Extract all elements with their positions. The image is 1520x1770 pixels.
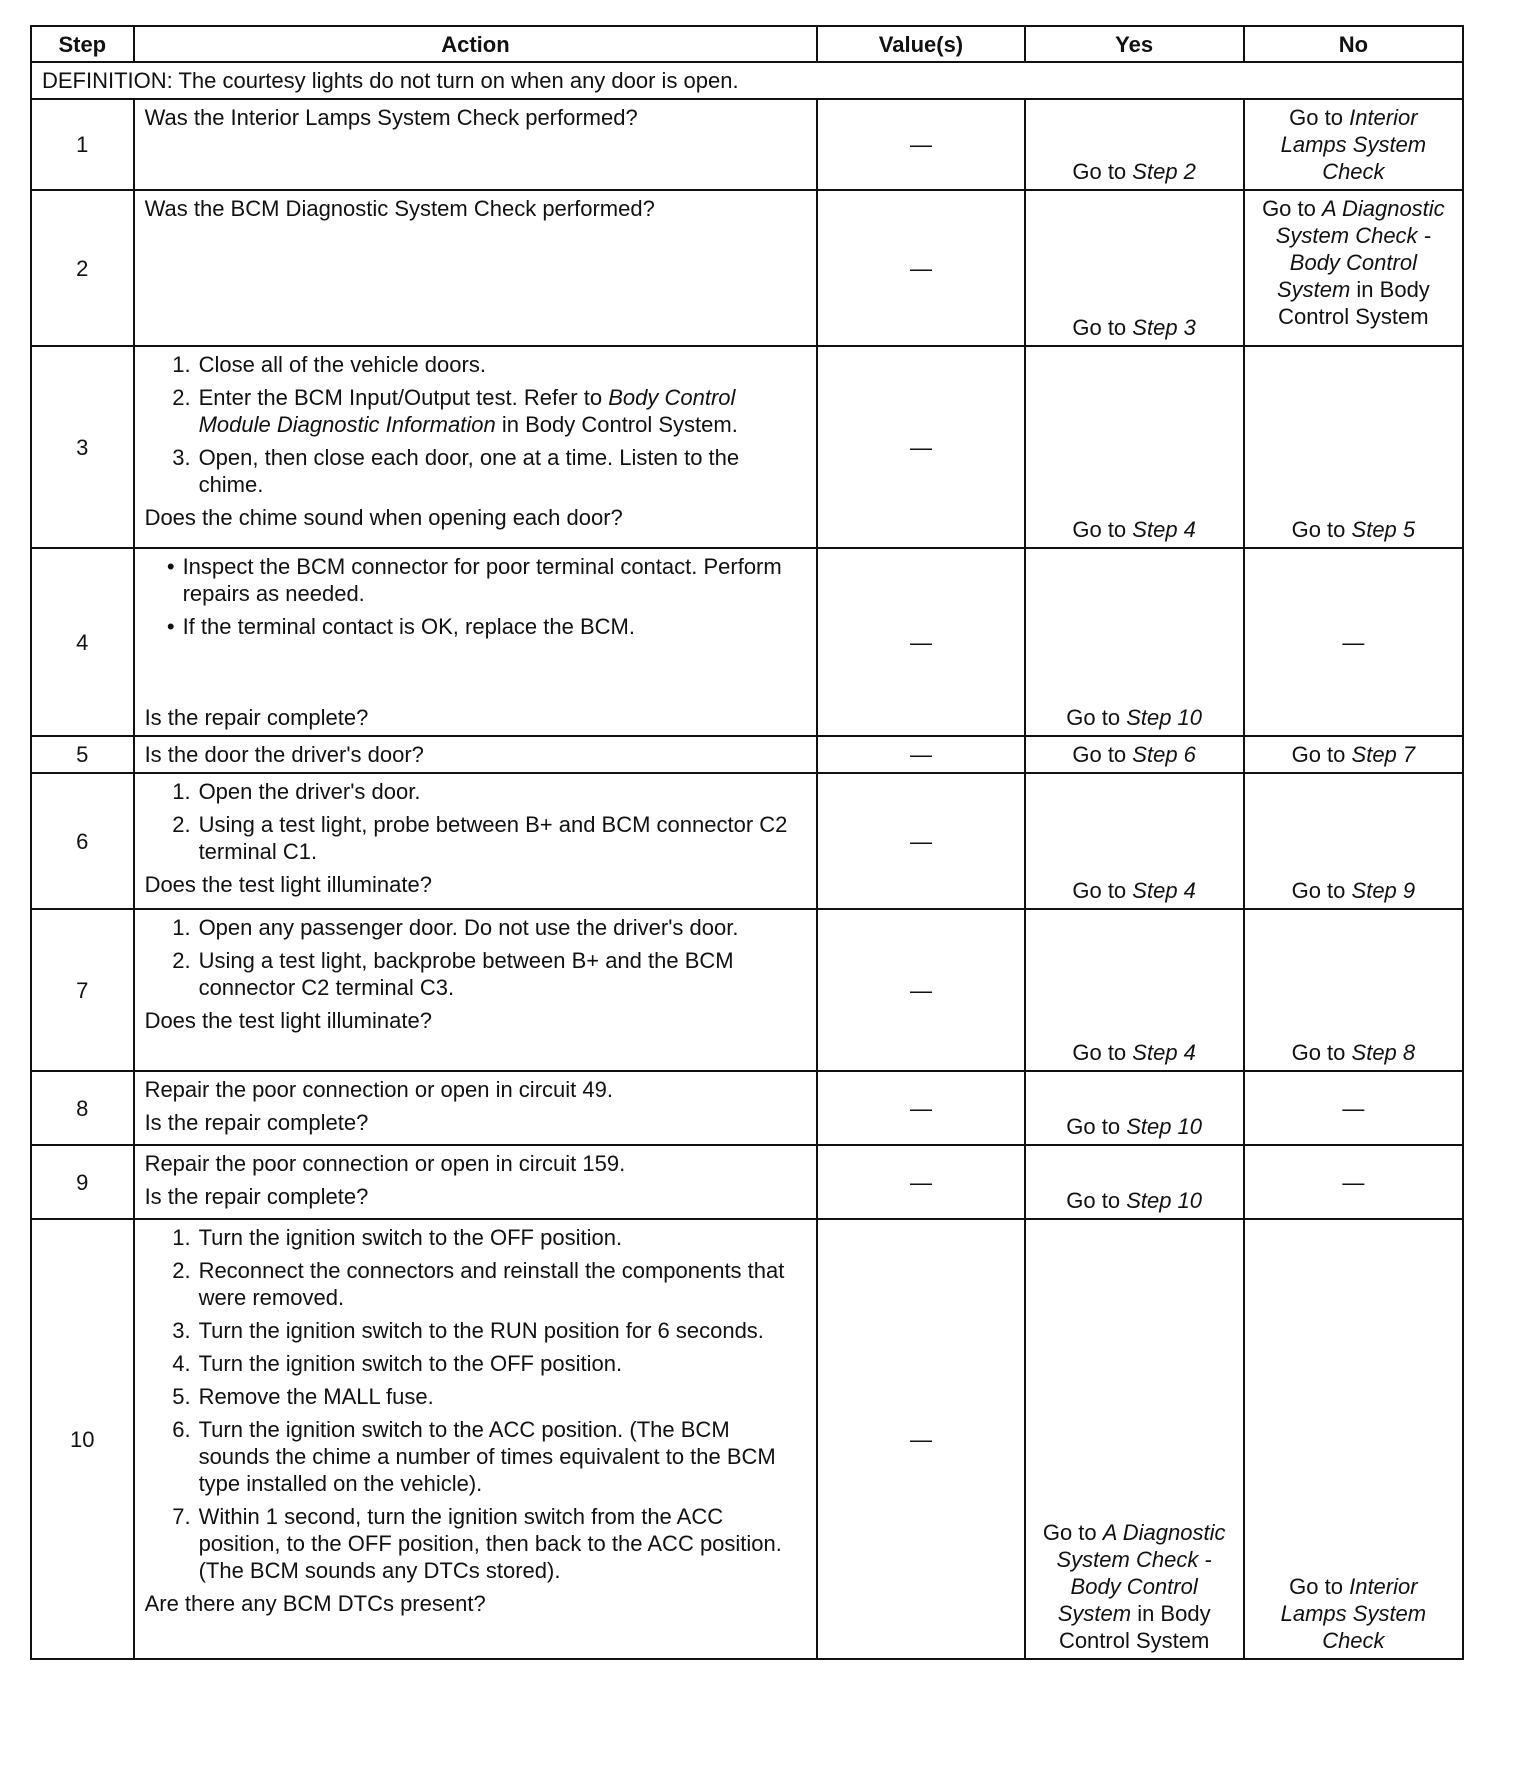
list-item: 1. Close all of the vehicle doors. <box>172 352 486 377</box>
step-number: 8 <box>31 1071 134 1145</box>
goto-label: Go to <box>1289 105 1343 130</box>
header-yes: Yes <box>1025 26 1244 62</box>
yes-target: Step 4 <box>1132 517 1196 542</box>
yes-cell <box>1025 99 1244 190</box>
value-cell: — <box>817 1145 1024 1219</box>
diagnostic-table-page <box>30 25 1464 1660</box>
table-row <box>31 346 1463 548</box>
goto-label: Go to <box>1291 742 1346 767</box>
step-number: 5 <box>31 736 134 773</box>
no-cell <box>1244 1219 1463 1659</box>
yes-target: Step 6 <box>1132 742 1196 767</box>
action-question: Does the test light illuminate? <box>144 1008 432 1033</box>
list-item: 3. Turn the ignition switch to the RUN position for 6 seconds. <box>172 1318 764 1343</box>
no-cell <box>1244 736 1463 773</box>
value-cell: — <box>817 190 1024 346</box>
no-target: Step 8 <box>1351 1040 1416 1065</box>
reference-link: Body Control Module Diagnostic Information <box>198 385 736 437</box>
no-cell: — <box>1244 548 1463 736</box>
goto-label: Go to <box>1072 1040 1127 1065</box>
list-item: • If the terminal contact is OK, replace the BCM. <box>166 614 635 639</box>
step-number: 3 <box>31 346 134 548</box>
goto-label: Go to <box>1072 878 1127 903</box>
header-no: No <box>1244 26 1463 62</box>
value-cell: — <box>817 548 1024 736</box>
no-cell <box>1244 773 1463 909</box>
action-cell <box>134 548 818 736</box>
value-cell: — <box>817 346 1024 548</box>
step-number: 2 <box>31 190 134 346</box>
header-step: Step <box>31 26 134 62</box>
action-steps <box>145 914 807 1001</box>
header-values: Value(s) <box>817 26 1024 62</box>
goto-label: Go to <box>1072 517 1127 542</box>
yes-target: Step 10 <box>1126 1188 1203 1213</box>
list-item: 5. Remove the MALL fuse. <box>172 1384 434 1409</box>
no-cell <box>1244 99 1463 190</box>
step-number: 1 <box>31 99 134 190</box>
no-target: Step 9 <box>1351 878 1416 903</box>
no-cell: — <box>1244 1071 1463 1145</box>
list-item: • Inspect the BCM connector for poor terminal contact. Perform repairs as needed. <box>166 554 782 606</box>
step-number: 4 <box>31 548 134 736</box>
goto-label: Go to <box>1066 1114 1121 1139</box>
table-row <box>31 99 1463 190</box>
step-number: 7 <box>31 909 134 1071</box>
action-question: Was the BCM Diagnostic System Check performed? <box>144 196 655 221</box>
action-steps <box>145 778 807 865</box>
yes-cell <box>1025 1219 1244 1659</box>
goto-label: Go to <box>1289 1574 1343 1599</box>
table-row <box>31 190 1463 346</box>
table-row <box>31 548 1463 736</box>
table-row <box>31 1145 1463 1219</box>
goto-label: Go to <box>1042 1520 1097 1545</box>
header-row <box>31 26 1463 62</box>
action-question: Is the repair complete? <box>144 1110 369 1135</box>
no-cell: — <box>1244 1145 1463 1219</box>
value-cell: — <box>817 909 1024 1071</box>
yes-target: Step 4 <box>1132 878 1196 903</box>
no-target: Step 5 <box>1351 517 1416 542</box>
action-steps <box>145 351 807 498</box>
yes-cell <box>1025 909 1244 1071</box>
value-cell: — <box>817 736 1024 773</box>
goto-label: Go to <box>1072 742 1127 767</box>
no-cell <box>1244 190 1463 346</box>
table-row <box>31 909 1463 1071</box>
action-bullets <box>145 553 807 640</box>
action-question: Is the door the driver's door? <box>144 742 424 767</box>
list-item: 2. Enter the BCM Input/Output test. Refer to Body Control Module Diagnostic Information in Body Control System. <box>172 385 738 437</box>
no-cell <box>1244 346 1463 548</box>
step-number: 6 <box>31 773 134 909</box>
yes-cell <box>1025 548 1244 736</box>
value-cell: — <box>817 99 1024 190</box>
yes-cell <box>1025 1071 1244 1145</box>
yes-target: Step 10 <box>1126 705 1203 730</box>
action-cell <box>134 909 818 1071</box>
yes-target: A Diagnostic System Check - Body Control System <box>1056 1520 1226 1626</box>
goto-label: Go to <box>1291 1040 1346 1065</box>
table-row <box>31 736 1463 773</box>
list-item: 4. Turn the ignition switch to the OFF position. <box>172 1351 623 1376</box>
value-cell: — <box>817 1071 1024 1145</box>
action-question: Is the repair complete? <box>144 705 369 730</box>
yes-cell <box>1025 346 1244 548</box>
no-target: Interior Lamps System Check <box>1280 105 1427 184</box>
yes-target: Step 3 <box>1132 315 1196 340</box>
action-question: Is the repair complete? <box>144 1184 369 1209</box>
action-cell <box>134 736 818 773</box>
step-number: 9 <box>31 1145 134 1219</box>
table-row <box>31 1071 1463 1145</box>
step-number: 10 <box>31 1219 134 1659</box>
list-item: 3. Open, then close each door, one at a time. Listen to the chime. <box>172 445 740 497</box>
list-item: 2. Reconnect the connectors and reinstall the components that were removed. <box>172 1258 785 1310</box>
yes-cell <box>1025 190 1244 346</box>
yes-target: Step 4 <box>1132 1040 1196 1065</box>
no-target: Step 7 <box>1351 742 1416 767</box>
action-question: Are there any BCM DTCs present? <box>144 1591 486 1616</box>
action-question: Was the Interior Lamps System Check performed? <box>144 105 638 130</box>
yes-target: Step 2 <box>1132 159 1196 184</box>
yes-target: Step 10 <box>1126 1114 1203 1139</box>
no-target: A Diagnostic System Check - Body Control System <box>1275 196 1445 302</box>
action-cell <box>134 1071 818 1145</box>
action-cell <box>134 190 818 346</box>
no-target: Interior Lamps System Check <box>1280 1574 1427 1653</box>
value-cell: — <box>817 773 1024 909</box>
list-item: 1. Open any passenger door. Do not use the driver's door. <box>172 915 739 940</box>
list-item: 6. Turn the ignition switch to the ACC position. (The BCM sounds the chime a number of times equivalent to the BCM type installed on the vehicle). <box>172 1417 776 1496</box>
list-item: 1. Open the driver's door. <box>172 779 421 804</box>
action-steps <box>145 1224 807 1584</box>
header-action: Action <box>134 26 818 62</box>
action-cell <box>134 773 818 909</box>
no-cell <box>1244 909 1463 1071</box>
list-item: 1. Turn the ignition switch to the OFF position. <box>172 1225 623 1250</box>
yes-cell <box>1025 1145 1244 1219</box>
action-question: Does the chime sound when opening each door? <box>144 505 623 530</box>
definition-text: DEFINITION: The courtesy lights do not turn on when any door is open. <box>31 62 1463 99</box>
action-cell <box>134 1145 818 1219</box>
goto-label: Go to <box>1072 315 1127 340</box>
goto-label: Go to <box>1262 196 1316 221</box>
definition-row <box>31 62 1463 99</box>
list-item: 2. Using a test light, backprobe between B+ and the BCM connector C2 terminal C3. <box>172 948 734 1000</box>
action-text: Repair the poor connection or open in circuit 49. <box>144 1077 613 1102</box>
action-cell <box>134 99 818 190</box>
goto-label: Go to <box>1291 878 1346 903</box>
table-row <box>31 1219 1463 1659</box>
table-row <box>31 773 1463 909</box>
goto-label: Go to <box>1066 1188 1121 1213</box>
list-item: 7. Within 1 second, turn the ignition switch from the ACC position, to the OFF position, then back to the ACC position. (The BCM sounds any DTCs stored). <box>172 1504 782 1583</box>
yes-cell <box>1025 773 1244 909</box>
goto-label: Go to <box>1072 159 1127 184</box>
action-cell <box>134 1219 818 1659</box>
goto-label: Go to <box>1291 517 1346 542</box>
goto-label: Go to <box>1066 705 1121 730</box>
value-cell: — <box>817 1219 1024 1659</box>
action-text: Repair the poor connection or open in circuit 159. <box>144 1151 626 1176</box>
action-cell <box>134 346 818 548</box>
action-question: Does the test light illuminate? <box>144 872 432 897</box>
list-item: 2. Using a test light, probe between B+ and BCM connector C2 terminal C1. <box>172 812 788 864</box>
no-target-suffix: in Body Control System <box>1278 277 1430 329</box>
yes-target-suffix: in Body Control System <box>1058 1601 1211 1653</box>
yes-cell <box>1025 736 1244 773</box>
diagnostic-table <box>30 25 1464 1660</box>
